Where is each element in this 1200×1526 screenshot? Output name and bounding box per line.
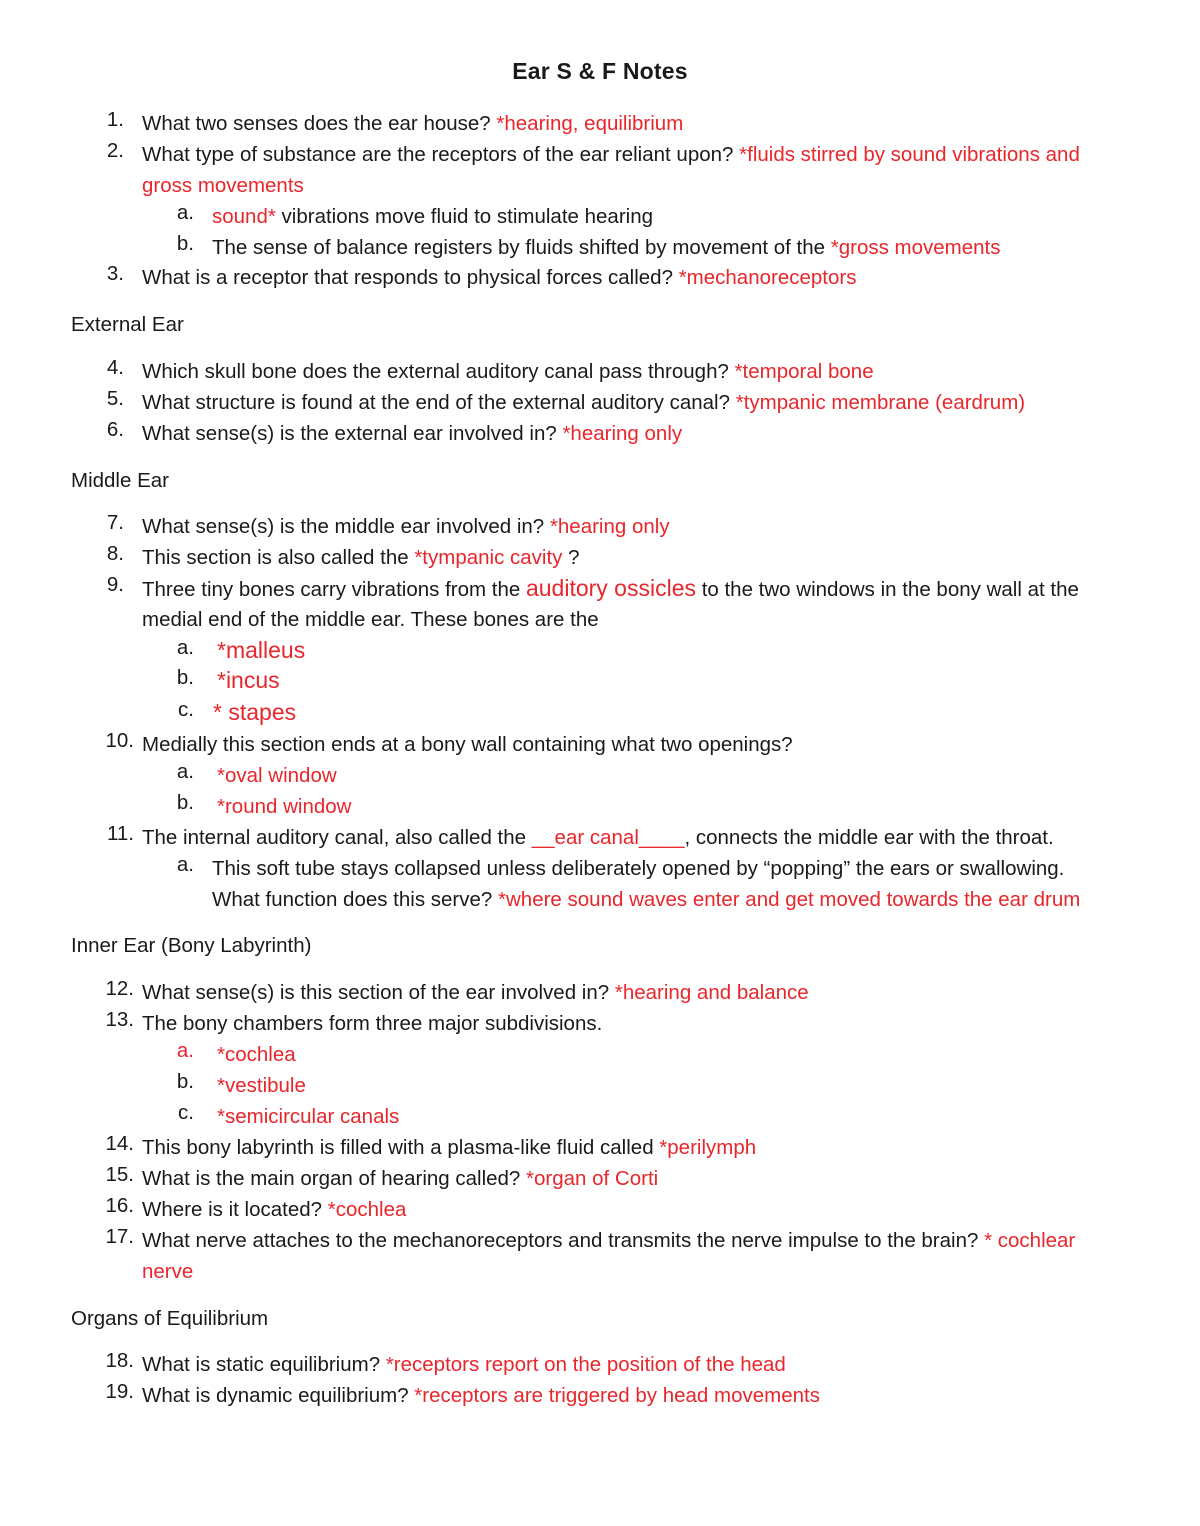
item-number: 18. [105,1349,134,1372]
question-text: What nerve attaches to the mechanoreceptors and transmits the nerve impulse to the brain? [142,1229,985,1252]
question-text: Three tiny bones carry vibrations from the [142,578,526,601]
question-text: What function does this serve? [212,888,499,911]
answer-text: *hearing only [549,515,670,538]
item-letter: a. [176,760,194,783]
question-text: What is the main organ of hearing called? [142,1167,527,1190]
answer-text: *hearing only [562,422,683,445]
item-letter: b. [176,232,194,255]
question-11a-line2 [212,884,1080,915]
question-3 [142,262,856,293]
answer-text: *malleus [217,637,306,663]
question-6 [142,418,682,449]
question-1 [142,108,683,139]
question-13: The bony chambers form three major subdivisions. [142,1012,603,1035]
question-7 [142,511,670,542]
question-text: What two senses does the ear house? [142,112,497,135]
item-letter: a. [176,853,194,876]
answer-text: *oval window [217,764,337,787]
answer-text: *organ of Corti [526,1167,659,1190]
answer-text: *round window [217,795,352,818]
item-letter: b. [176,791,194,814]
question-18 [142,1349,786,1380]
question-14 [142,1132,756,1163]
item-letter: a. [176,636,194,659]
item-letter: c. [178,698,194,721]
question-15 [142,1163,658,1194]
item-letter: a. [176,1039,194,1062]
page-title: Ear S & F Notes [512,58,688,84]
question-2a [212,201,653,232]
question-10: Medially this section ends at a bony wall containing what two openings? [142,733,793,756]
question-8 [142,542,580,573]
item-number: 10. [105,729,134,752]
question-text: What sense(s) is the external ear involved in? [142,422,563,445]
section-heading-middle-ear: Middle Ear [71,469,169,492]
answer-text: auditory ossicles [525,575,696,601]
item-number: 6. [106,418,124,441]
answer-text: *semicircular canals [217,1105,400,1128]
question-text: What type of substance are the receptors of the ear reliant upon? [142,143,740,166]
answer-text: *tympanic cavity [414,546,563,569]
question-tail: to the two windows in the bony wall at the [696,578,1079,601]
question-text: The sense of balance registers by fluids shifted by movement of the [212,236,831,259]
question-19 [142,1380,820,1411]
answer-text: *receptors report on the position of the head [385,1353,786,1376]
question-text: What sense(s) is the middle ear involved in? [142,515,550,538]
question-tail: , connects the middle ear with the throat. [684,826,1054,849]
item-letter: b. [176,1070,194,1093]
answer-text: *hearing and balance [614,981,809,1004]
section-heading-organs-of-equilibrium: Organs of Equilibrium [71,1307,269,1330]
question-12 [142,977,809,1008]
answer-text: sound* [212,205,276,228]
item-letter: c. [178,1101,194,1124]
answer-text: *perilymph [659,1136,757,1159]
item-number: 16. [105,1194,134,1217]
answer-text: *hearing, equilibrium [496,112,684,135]
answer-text: nerve [142,1260,194,1283]
question-text: What structure is found at the end of the external auditory canal? [142,391,736,414]
question-5 [142,387,1025,418]
answer-text: *cochlea [217,1043,296,1066]
answer-text: *cochlea [327,1198,407,1221]
item-number: 14. [105,1132,134,1155]
question-9 [142,573,1079,605]
question-text: What is a receptor that responds to physical forces called? [142,266,679,289]
question-tail: ? [562,546,580,569]
answer-text: *mechanoreceptors [678,266,857,289]
answer-text: *receptors are triggered by head movements [414,1384,820,1407]
item-number: 4. [106,356,124,379]
item-number: 5. [106,387,124,410]
question-text: The internal auditory canal, also called the [142,826,532,849]
question-text: What is dynamic equilibrium? [142,1384,415,1407]
question-text: Where is it located? [142,1198,328,1221]
answer-text: *gross movements [830,236,1001,259]
question-text: What sense(s) is this section of the ear involved in? [142,981,615,1004]
question-4 [142,356,874,387]
answer-text: *incus [217,667,280,693]
item-number: 13. [105,1008,134,1031]
item-number: 1. [106,108,124,131]
answer-text: gross movements [142,174,304,197]
answer-text: *temporal bone [734,360,874,383]
question-text: This bony labyrinth is filled with a plasma-like fluid called [142,1136,660,1159]
item-letter: b. [176,666,194,689]
answer-text: *tympanic membrane (eardrum) [735,391,1026,414]
question-text: vibrations move fluid to stimulate hearing [275,205,654,228]
question-11a: This soft tube stays collapsed unless deliberately opened by “popping” the ears or swallowing. [212,857,1065,880]
answer-text: * cochlear [984,1229,1076,1252]
item-number: 9. [106,573,124,596]
question-2b [212,232,1001,263]
section-heading-inner-ear: Inner Ear (Bony Labyrinth) [71,934,312,957]
item-number: 17. [105,1225,134,1248]
question-16 [142,1194,406,1225]
section-heading-external-ear: External Ear [71,313,184,336]
item-number: 19. [105,1380,134,1403]
question-text: medial end of the middle ear. These bones are the [142,608,599,631]
item-number: 7. [106,511,124,534]
question-text: This section is also called the [142,546,415,569]
item-number: 8. [106,542,124,565]
answer-text: * stapes [213,699,297,725]
question-11 [142,822,1054,853]
item-letter: a. [176,201,194,224]
question-17 [142,1225,1075,1256]
question-2 [142,139,1080,170]
answer-text: *where sound waves enter and get moved towards the ear drum [498,888,1081,911]
item-number: 3. [106,262,124,285]
answer-text: *vestibule [217,1074,306,1097]
answer-text: *fluids stirred by sound vibrations and [739,143,1080,166]
item-number: 11. [107,822,134,845]
answer-text: __ear canal____ [531,826,685,849]
question-text: What is static equilibrium? [142,1353,386,1376]
item-number: 12. [105,977,134,1000]
question-text: Which skull bone does the external auditory canal pass through? [142,360,735,383]
item-number: 2. [106,139,124,162]
item-number: 15. [105,1163,134,1186]
